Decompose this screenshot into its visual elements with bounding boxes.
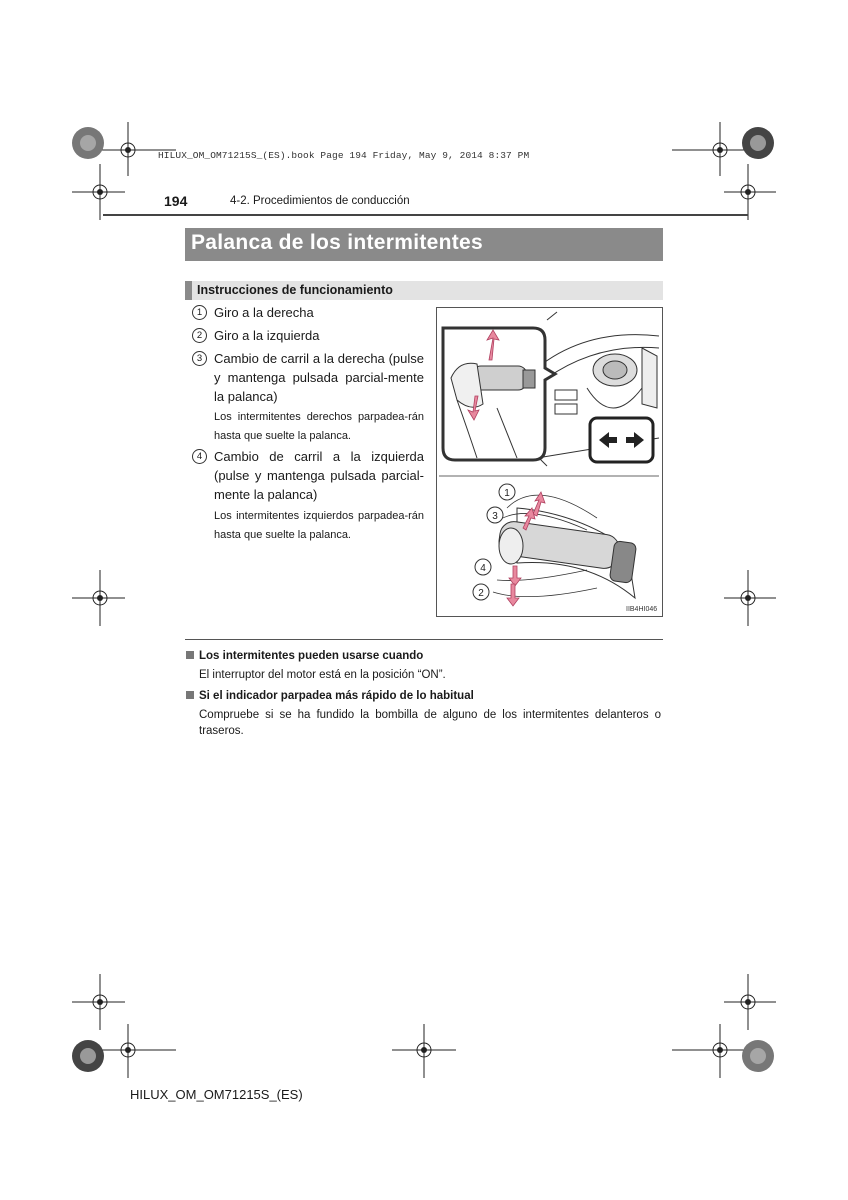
square-bullet-icon — [186, 691, 194, 699]
figure-code: IIB4HI046 — [626, 606, 658, 613]
note-text: Los intermitentes izquierdos parpadea-rán hasta que suelte la palanca. — [214, 510, 424, 541]
info-heading-text: Si el indicador parpadea más rápido de lo habitual — [199, 690, 474, 702]
list-item-text: Giro a la derecha — [214, 305, 314, 320]
page-number: 194 — [164, 193, 188, 209]
list-item-text: Cambio de carril a la izquierda (pulse y mantenga pulsada parcial-mente la palanca) — [214, 449, 424, 502]
info-heading — [186, 690, 474, 702]
list-item — [192, 349, 424, 406]
turn-signal-illustration — [437, 308, 662, 616]
callout-1: 1 — [504, 488, 510, 499]
list-item-text: Cambio de carril a la derecha (pulse y mantenga pulsada parcial-mente la palanca) — [214, 351, 424, 404]
list-item — [192, 303, 424, 322]
info-heading — [186, 650, 423, 662]
section-path: 4-2. Procedimientos de conducción — [230, 195, 410, 207]
page-title: Palanca de los intermitentes — [191, 231, 484, 254]
square-bullet-icon — [186, 651, 194, 659]
title-bar — [185, 228, 663, 261]
callout-3: 3 — [492, 511, 498, 522]
circled-number: 1 — [192, 305, 207, 320]
list-item — [192, 447, 424, 504]
circled-number: 2 — [192, 328, 207, 343]
section-rule — [185, 639, 663, 640]
header-rule — [103, 214, 748, 216]
subtitle-bar — [185, 281, 663, 300]
print-header: HILUX_OM_OM71215S_(ES).book Page 194 Friday, May 9, 2014 8:37 PM — [158, 150, 530, 161]
list-item — [192, 326, 424, 345]
info-text: Compruebe si se ha fundido la bombilla de alguno de los intermitentes delanteros o traseros. — [199, 709, 661, 737]
list-item-text: Giro a la izquierda — [214, 328, 320, 343]
note-text: Los intermitentes derechos parpadea-rán hasta que suelte la palanca. — [214, 411, 424, 442]
section-subtitle: Instrucciones de funcionamiento — [197, 283, 393, 297]
callout-2: 2 — [478, 588, 484, 599]
circled-number: 3 — [192, 351, 207, 366]
figure-box — [436, 307, 663, 617]
circled-number: 4 — [192, 449, 207, 464]
callout-4: 4 — [480, 563, 486, 574]
footer-code: HILUX_OM_OM71215S_(ES) — [130, 1087, 303, 1102]
info-heading-text: Los intermitentes pueden usarse cuando — [199, 650, 424, 662]
info-text: El interruptor del motor está en la posición “ON”. — [199, 669, 446, 681]
